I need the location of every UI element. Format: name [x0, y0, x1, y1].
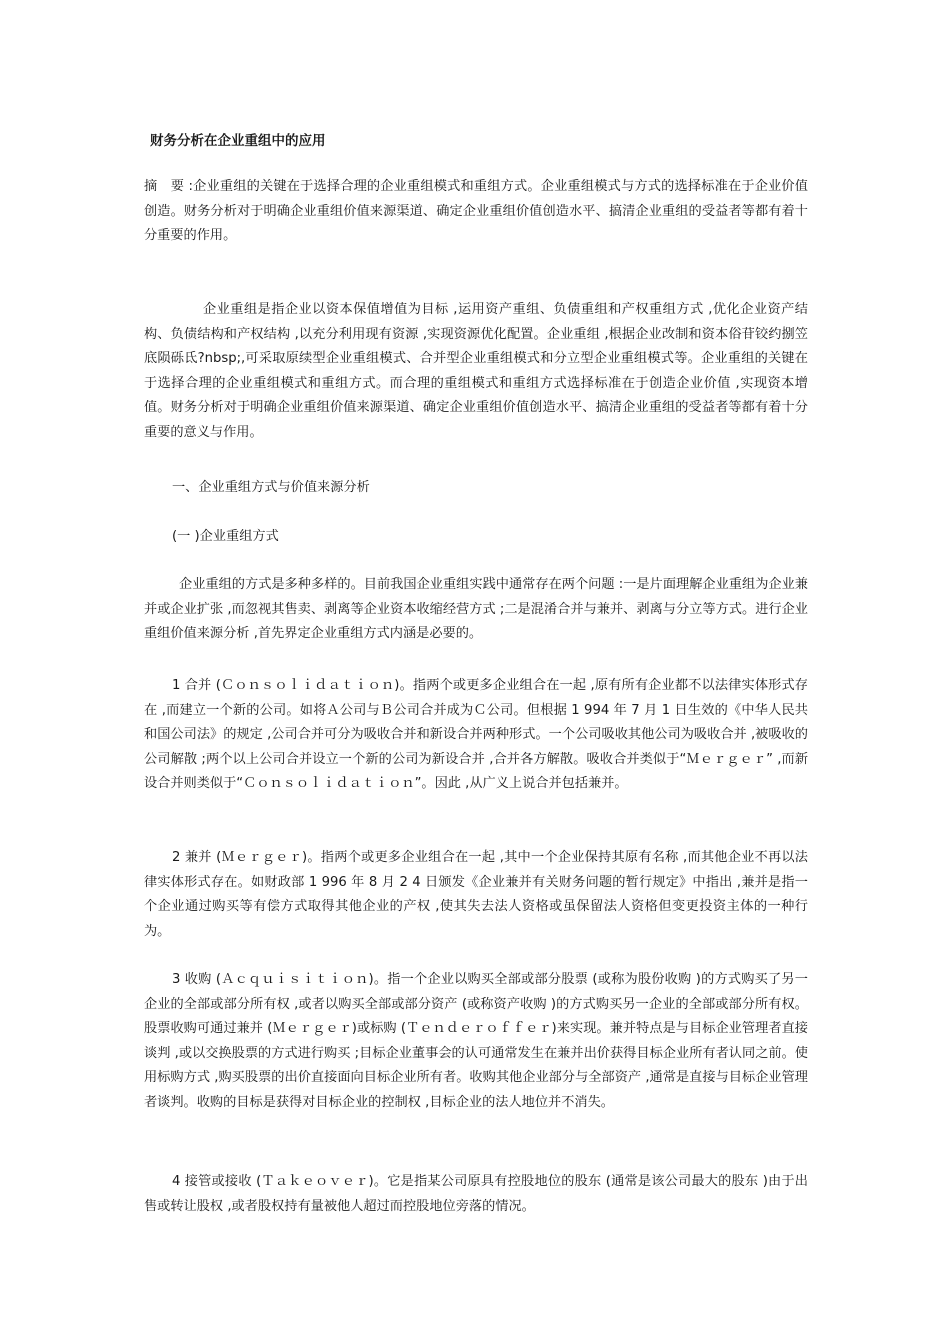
intro-paragraph: 企业重组是指企业以资本保值增值为目标 ,运用资产重组、负债重组和产权重组方式 ,优化企业资产结构、负债结构和产权结构 ,以充分利用现有资源 ,实现资源优化配置。企业重组 ,根据企业改制和资本俗苷铰约捌笠底陨砾氐?nbsp;,可采取原续型企业重组模式、合并型企业重组模式和分立型企业重组模式等。企业重组的关键在于选择合理的企业重组模式和重组方式。而合理的重组模式和重组方式选择标准在于创造企业价值 ,实现资本增值。财务分析对于明确企业重组价值来源渠道、确定企业重组价值创造水平、搞清企业重组的受益者等都有着十分重要的意义与作用。 — [144, 302, 808, 440]
acquisition-paragraph: 3 收购 (Ａｃｑｕｉｓｉｔｉｏｎ)。指一个企业以购买全部或部分股票 (或称为股份收购 )的方式购买了另一企业的全部或部分所有权 ,或者以购买全部或部分资产 (或称资产收购 )的方式购买另一企业的全部或部分所有权。股票收购可通过兼并 (Ｍｅｒｇｅｒ)或标购 (Ｔｅｎｄｅｒｏｆｆｅｒ)来实现。兼并特点是与目标企业管理者直接谈判 ,或以交换股票的方式进行购买 ;目标企业董事会的认可通常发生在兼并出价获得目标企业所有者认同之前。使用标购方式 ,购买股票的出价直接面向目标企业所有者。收购其他企业部分与全部资产 ,通常是直接与目标企业管理者谈判。收购的目标是获得对目标企业的控制权 ,目标企业的法人地位并不消失。 — [144, 972, 808, 1110]
merger-paragraph: 2 兼并 (Ｍｅｒｇｅｒ)。指两个或更多企业组合在一起 ,其中一个企业保持其原有名称 ,而其他企业不再以法律实体形式存在。如财政部 1 996 年 8 月 2 4 日颁发《企业兼并有关财务问题的暂行规定》中指出 ,兼并是指一个企业通过购买等有偿方式取得其他企业的产权 ,使其失去法人资格或虽保留法人资格但变更投资主体的一种行为。 — [144, 850, 808, 939]
subsection-heading: (一 )企业重组方式 — [172, 529, 279, 544]
abstract-paragraph: 摘 要 :企业重组的关键在于选择合理的企业重组模式和重组方式。企业重组模式与方式的选择标准在于企业价值创造。财务分析对于明确企业重组价值来源渠道、确定企业重组价值创造水平、搞清企业重组的受益者等都有着十分重要的作用。 — [144, 179, 808, 243]
section-heading: 一、企业重组方式与价值来源分析 — [172, 480, 370, 495]
methods-intro-paragraph: 企业重组的方式是多种多样的。目前我国企业重组实践中通常存在两个问题 :一是片面理解企业重组为企业兼并或企业扩张 ,而忽视其售卖、剥离等企业资本收缩经营方式 ;二是混淆合并与兼并、剥离与分立等方式。进行企业重组价值来源分析 ,首先界定企业重组方式内涵是必要的。 — [144, 577, 808, 641]
takeover-paragraph: 4 接管或接收 (Ｔａｋｅｏｖｅｒ)。它是指某公司原具有控股地位的股东 (通常是该公司最大的股东 )由于出售或转让股权 ,或者股权持有量被他人超过而控股地位旁落的情况。 — [144, 1174, 808, 1214]
document-title: 财务分析在企业重组中的应用 — [150, 133, 326, 149]
consolidation-paragraph: 1 合并 (Ｃｏｎｓｏｌｉｄａｔｉｏｎ)。指两个或更多企业组合在一起 ,原有所有企业都不以法律实体形式存在 ,而建立一个新的公司。如将Ａ公司与Ｂ公司合并成为Ｃ公司。但根据 1 994 年 7 月 1 日生效的《中华人民共和国公司法》的规定 ,公司合并可分为吸收合并和新设合并两种形式。一个公司吸收其他公司为吸收合并 ,被吸收的公司解散 ;两个以上公司合并设立一个新的公司为新设合并 ,合并各方解散。吸收合并类似于“Ｍｅｒｇｅｒ” ,而新设合并则类似于“Ｃｏｎｓｏｌｉｄａｔｉｏｎ”。因此 ,从广义上说合并包括兼并。 — [144, 678, 808, 791]
